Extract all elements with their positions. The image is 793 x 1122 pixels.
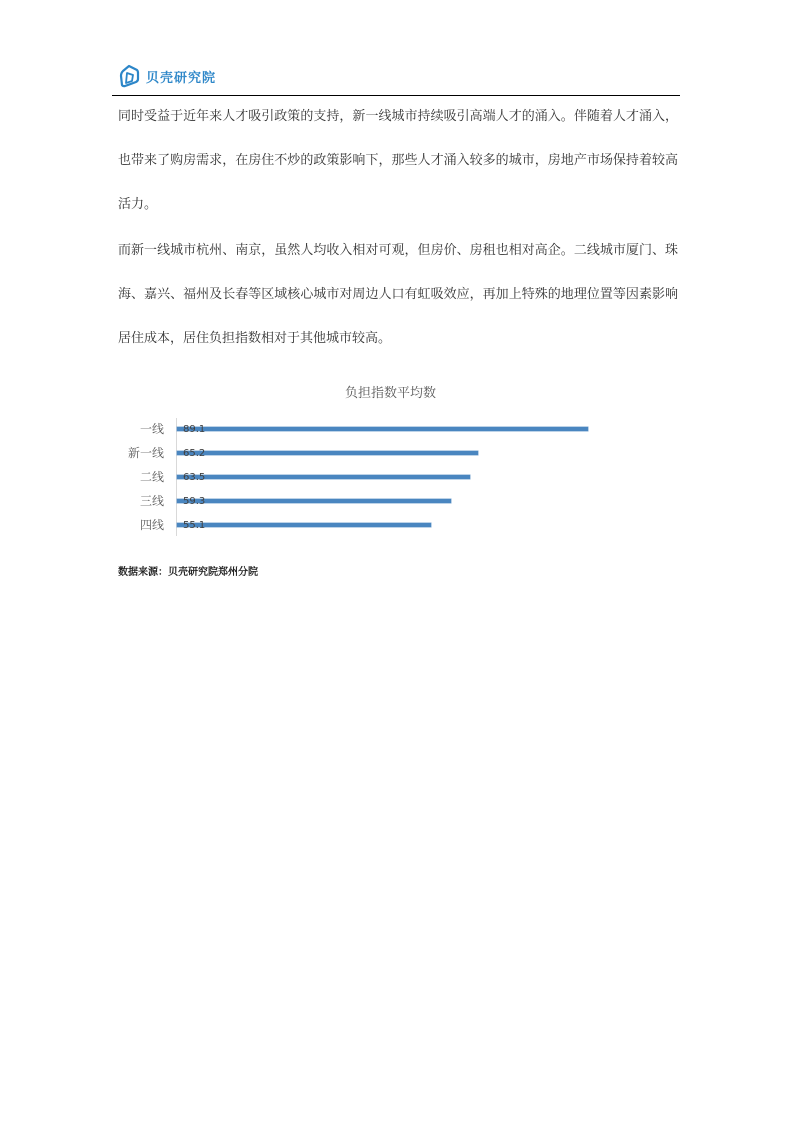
chart-title: 负担指数平均数 <box>344 386 436 401</box>
category-label: 新一线 <box>127 446 164 460</box>
data-source: 数据来源：贝壳研究院郑州分院 <box>118 567 258 578</box>
value-label: 55.1 <box>183 520 206 531</box>
brand-name: 贝壳研究院 <box>146 70 217 86</box>
page-header <box>118 62 216 90</box>
value-label: 59.3 <box>183 496 206 507</box>
paragraph-1: 同时受益于近年来人才吸引政策的支持，新一线城市持续吸引高端人才的涌入。伴随着人才涌入，也带来了购房需求，在房住不炒的政策影响下，那些人才涌入较多的城市，房地产市场保持着较高活力。 <box>118 109 678 212</box>
value-label: 89.1 <box>183 424 206 435</box>
category-label: 二线 <box>139 470 164 484</box>
beike-logo-icon <box>118 64 140 88</box>
bar <box>177 451 478 455</box>
category-label: 三线 <box>139 494 164 508</box>
paragraph-2: 而新一线城市杭州、南京，虽然人均收入相对可观，但房价、房租也相对高企。二线城市厦门、珠海、嘉兴、福州及长春等区域核心城市对周边人口有虹吸效应，再加上特殊的地理位置等因素影响居住成本，居住负担指数相对于其他城市较高。 <box>118 243 678 346</box>
category-label: 一线 <box>139 422 164 436</box>
value-label: 65.2 <box>183 448 206 459</box>
bar <box>177 475 470 479</box>
category-label: 四线 <box>139 518 164 532</box>
bar <box>177 427 588 431</box>
value-label: 63.5 <box>183 472 206 483</box>
bar <box>177 499 451 503</box>
bar <box>177 523 431 527</box>
